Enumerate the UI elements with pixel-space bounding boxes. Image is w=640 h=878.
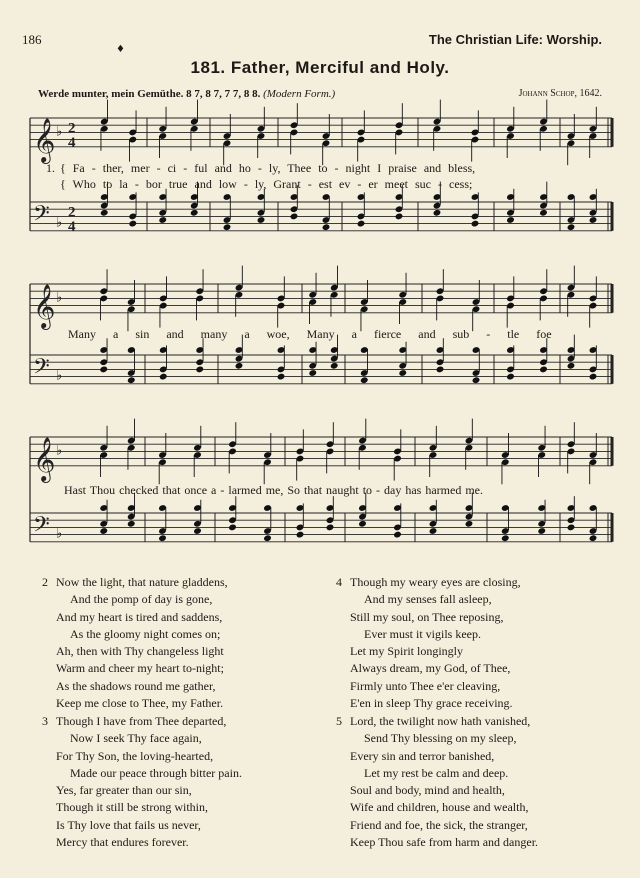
note-head [358, 520, 367, 528]
note-head [195, 366, 204, 374]
time-signature-bottom: 4 [68, 218, 76, 235]
stanza-line: For Thy Son, the loving-hearted, [56, 748, 214, 763]
stanza-line: And the pomp of day is gone, [70, 592, 213, 607]
stanza-line: Ever must it vigils keep. [364, 626, 481, 641]
stanza-line: Lord, the twilight now hath vanished, [350, 714, 531, 728]
flat-sign: ♭ [56, 290, 63, 306]
note-head [537, 527, 546, 535]
stanza-block [42, 574, 228, 712]
stanza-line: Yes, far greater than our sin, [56, 783, 192, 798]
stanza-number: 2 [42, 575, 48, 589]
lyric-line: Hast Thou checked that once a - larmed me, So that naught to - day has harmed me. [64, 483, 483, 497]
note-head [472, 376, 481, 384]
stanza-number: 5 [336, 714, 342, 728]
note-head [539, 209, 548, 217]
stanza-block [42, 713, 242, 851]
form-note: (Modern Form.) [263, 88, 336, 100]
note-head [257, 216, 266, 224]
note-head [158, 534, 167, 542]
note-head [235, 362, 244, 370]
note-head [128, 220, 137, 228]
treble-clef: 𝄞 [33, 283, 56, 328]
bass-clef: 𝄢 [33, 201, 50, 232]
note-head [330, 362, 339, 370]
note-head [127, 376, 136, 384]
stanza-block [336, 713, 538, 851]
flat-sign: ♭ [56, 215, 63, 231]
stanza-line: As the gloomy night comes on; [70, 626, 221, 641]
time-signature-top: 2 [68, 204, 76, 221]
treble-clef: 𝄞 [33, 436, 56, 481]
stanza-block [336, 574, 521, 712]
stanza-line: As the shadows round me gather, [56, 678, 216, 693]
note-head [393, 531, 402, 539]
stanza-line: And my senses fall asleep, [364, 592, 492, 607]
flat-sign: ♭ [56, 443, 63, 459]
stanza-line: Though my weary eyes are closing, [350, 575, 521, 589]
note-head [398, 369, 407, 377]
ornament-dot: ♦ [116, 44, 125, 55]
note-head [589, 216, 598, 224]
stanza-line: Let my Spirit longingly [350, 644, 463, 659]
note-head [567, 223, 576, 231]
note-head [193, 527, 202, 535]
bass-clef: 𝄢 [33, 354, 50, 385]
note-head [539, 366, 548, 374]
flat-sign: ♭ [56, 526, 63, 542]
tune-name: Werde munter, mein Gemüthe. [38, 88, 184, 100]
stanza-line: Now the light, that nature gladdens, [56, 575, 228, 589]
note-head [360, 376, 369, 384]
note-head [290, 213, 299, 221]
lyric-line: Many a sin and many a woe, Many a fierce and sub - tle foe [68, 327, 552, 341]
stanza-line: Still my soul, on Thee reposing, [350, 609, 504, 624]
note-head [263, 534, 272, 542]
note-head [223, 223, 232, 231]
stanza-line: Send Thy blessing on my sleep, [364, 731, 517, 746]
stanza-line: Every sin and terror banished, [350, 748, 495, 763]
stanza-line: Let my rest be calm and deep. [364, 765, 509, 780]
note-head [99, 366, 108, 374]
note-head [308, 369, 317, 377]
stanza-line: Keep Thou safe from harm and danger. [350, 835, 539, 850]
bass-clef: 𝄢 [33, 512, 50, 543]
composer: Johann Schop, 1642. [518, 88, 602, 99]
stanza-number: 3 [42, 714, 48, 728]
stanza-line: Always dream, my God, of Thee, [350, 661, 511, 676]
note-head [471, 220, 480, 228]
stanza-line: E'en in sleep Thy grace receiving. [350, 696, 513, 711]
note-head [228, 524, 237, 532]
note-head [589, 373, 598, 381]
note-head [159, 373, 168, 381]
note-head [127, 520, 136, 528]
stanza-line: Mercy that endures forever. [56, 835, 189, 850]
note-head [567, 524, 576, 532]
note-head [277, 373, 286, 381]
note-head [589, 534, 598, 542]
note-head [395, 213, 404, 221]
stanza-line: Though it still be strong within, [56, 800, 208, 815]
note-head [436, 366, 445, 374]
stanza-line: Ah, then with Thy changeless light [56, 644, 224, 659]
treble-clef: 𝄞 [33, 117, 56, 162]
note-head [433, 209, 442, 217]
note-head [100, 209, 109, 217]
note-head [429, 527, 438, 535]
lyric-line: { Fa - ther, mer - ci - ful and ho - ly, Thee to - night I praise and bless, [60, 161, 476, 175]
note-head [465, 520, 474, 528]
lyric-line: { Who to la - bor true and low - ly, Grant - est ev - er meet suc - cess; [60, 177, 473, 191]
verse-number: 1. [46, 161, 55, 175]
note-head [506, 373, 515, 381]
note-head [326, 524, 335, 532]
note-head [357, 220, 366, 228]
note-head [567, 362, 576, 370]
page-number: 186 [22, 32, 42, 47]
stanza-line: Made our peace through bitter pain. [70, 765, 242, 780]
stanza-line: Keep me close to Thee, my Father. [56, 696, 224, 711]
stanza-line: Soul and body, mind and health, [350, 783, 505, 798]
stanza-number: 4 [336, 575, 342, 589]
section-heading: The Christian Life: Worship. [428, 32, 602, 47]
stanza-line: Is Thy love that fails us never, [56, 817, 201, 832]
flat-sign: ♭ [56, 124, 63, 140]
hymn-title: 181. Father, Merciful and Holy. [190, 58, 450, 77]
note-head [322, 223, 331, 231]
meter: 8 7, 8 7, 7 7, 8 8. [186, 88, 261, 100]
stanza-line: Firmly unto Thee e'er cleaving, [350, 678, 501, 693]
flat-sign: ♭ [56, 368, 63, 384]
note-head [190, 209, 199, 217]
stanza-line: Wife and children, house and wealth, [350, 800, 529, 815]
stanza-line: Warm and cheer my heart to-night; [56, 661, 224, 676]
stanza-line: Now I seek Thy face again, [70, 731, 202, 746]
note-head [296, 531, 305, 539]
note-head [99, 527, 108, 535]
stanza-line: Though I have from Thee departed, [56, 714, 227, 728]
time-signature-bottom: 4 [68, 134, 76, 151]
note-head [506, 216, 515, 224]
stanza-line: Friend and foe, the sick, the stranger, [350, 817, 528, 832]
stanza-line: And my heart is tired and saddens, [56, 609, 223, 624]
note-head [501, 534, 510, 542]
note-head [158, 216, 167, 224]
time-signature-top: 2 [68, 120, 76, 137]
